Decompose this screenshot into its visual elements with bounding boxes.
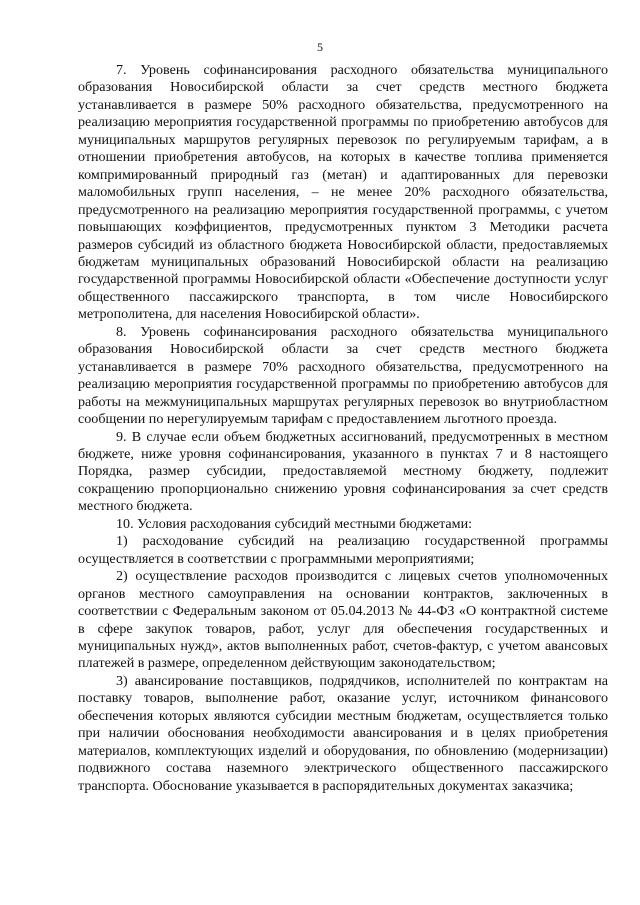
paragraph-8: 8. Уровень софинансирования расходного обязательства муниципального образования Новосибирской области за счет средств местного бюджета устанавливается в размере 70% расходного обязательства, предусмотренного на реализацию мероприятия государственной программы по приобретению автобусов для работы на межмуниципальных маршрутах регулярных перевозок во внутриобластном сообщении по нерегулируемым тарифам с предоставлением льготного проезда. xyxy=(78,323,608,428)
paragraph-9: 9. В случае если объем бюджетных ассигнований, предусмотренных в местном бюджете, ниже уровня софинансирования, указанного в пунктах 7 и 8 настоящего Порядка, размер субсидии, предоставляемой местному бюджету, подлежит сокращению пропорционально снижению уровня софинансирования за счет средств местного бюджета. xyxy=(78,428,608,515)
paragraph-10: 10. Условия расходования субсидий местными бюджетами: xyxy=(116,515,473,532)
list-item-1: 1) расходование субсидий на реализацию государственной программы осуществляется в соответствии с программными мероприятиями; xyxy=(78,533,608,567)
page-number: 5 xyxy=(317,40,323,54)
paragraph-7: 7. Уровень софинансирования расходного обязательства муниципального образования Новосибирской области за счет средств местного бюджета устанавливается в размере 50% расходного обязательства, предусмотренного на реализацию мероприятия государственной программы по приобретению автобусов для муниципальных маршрутов регулярных перевозок по регулируемым тарифам, а в отношении приобретения автобусов, на которых в качестве топлива применяется компримированный природный газ (метан) и адаптированных для перевозки маломобильных групп населения, – не менее 20% расходного обязательства, предусмотренного на реализацию мероприятия государственной программы, с учетом повышающих коэффициентов, предусмотренных пунктом 3 Методики расчета размеров субсидий из областного бюджета Новосибирской области, предоставляемых бюджетам муниципальных образований Новосибирской области на реализацию государственной программы Новосибирской области «Обеспечение доступности услуг общественного пассажирского транспорта, в том числе Новосибирского метрополитена, для населения Новосибирской области». xyxy=(78,62,608,323)
list-item-3: 3) авансирование поставщиков, подрядчиков, исполнителей по контрактам на поставку товаров, выполнение работ, оказание услуг, источником финансового обеспечения которых являются субсидии местным бюджетам, осуществляется только при наличии обоснования необходимости авансирования и в целях приобретения материалов, комплектующих изделий и оборудования, по обновлению (модернизации) подвижного состава наземного электрического общественного пассажирского транспорта. Обоснование указывается в распорядительных документах заказчика; xyxy=(78,672,608,794)
document-body xyxy=(78,62,608,795)
list-item-2: 2) осуществление расходов производится с лицевых счетов уполномоченных органов местного самоуправления на основании контрактов, заключенных в соответствии с Федеральным законом от 05.04.2013 № 44-ФЗ «О контрактной системе в сфере закупок товаров, работ, услуг для обеспечения государственных и муниципальных нужд», актов выполненных работ, счетов-фактур, с учетом авансовых платежей в размере, определенном действующим законодательством; xyxy=(78,568,608,672)
